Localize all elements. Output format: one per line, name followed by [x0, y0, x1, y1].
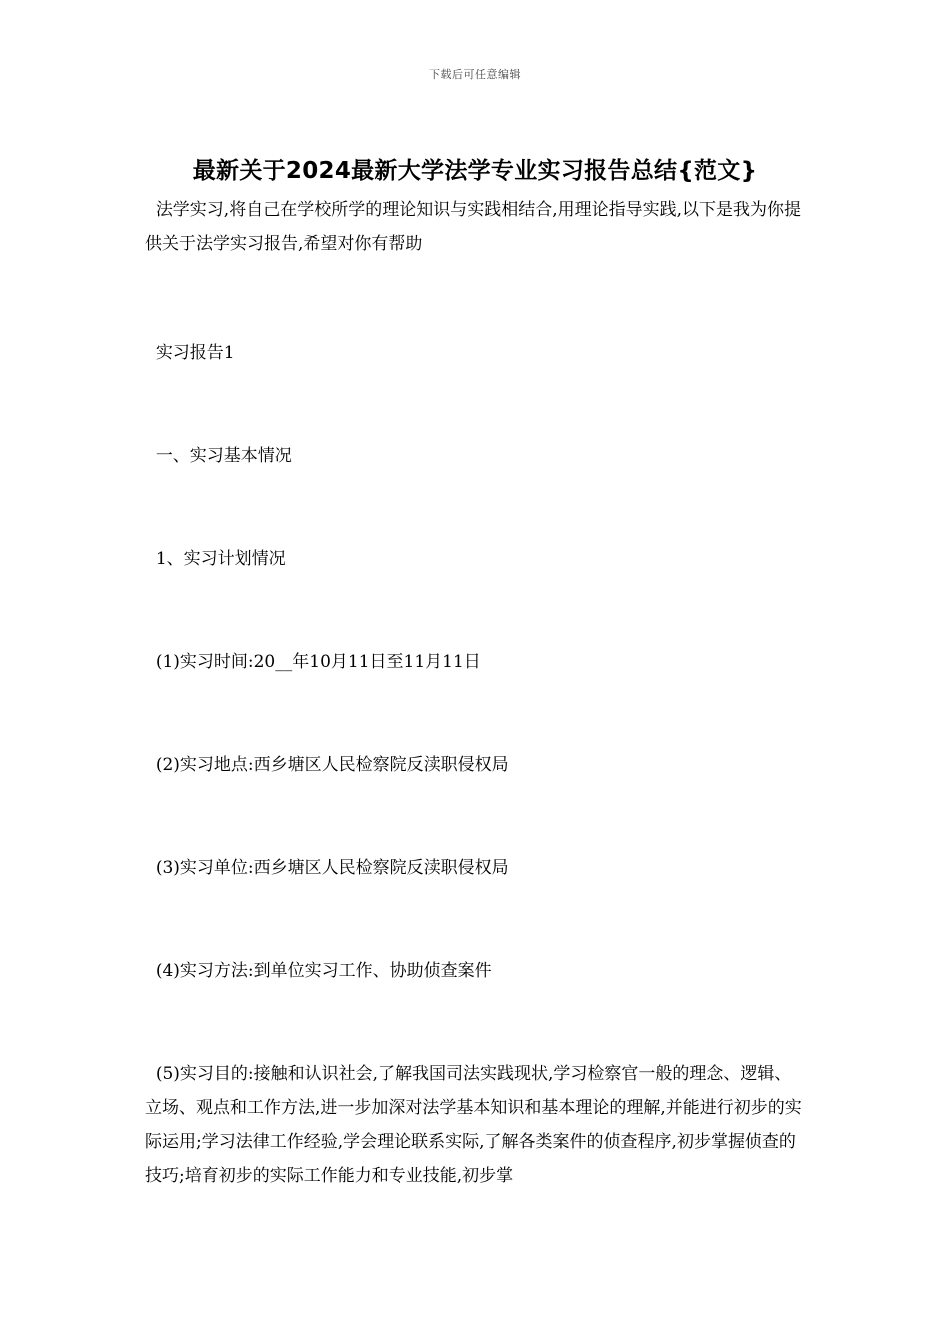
- document-title: 最新关于2024最新大学法学专业实习报告总结{范文}: [192, 158, 758, 184]
- plan-item-purpose: (5)实习目的:接触和认识社会,了解我国司法实践现状,学习检察官一般的理念、逻辑、立场、观点和工作方法,进一步加深对法学基本知识和基本理论的理解,并能进行初步的实际运用;学习法律工作经验,学会理论联系实际,了解各类案件的侦查程序,初步掌握侦查的技巧;培育初步的实际工作能力和专业技能,初步掌: [145, 1064, 802, 1186]
- plan-item-location: (2)实习地点:西乡塘区人民检察院反渎职侵权局: [145, 755, 509, 775]
- subsection-plan: 1、实习计划情况: [145, 549, 286, 569]
- intro-paragraph: 法学实习,将自己在学校所学的理论知识与实践相结合,用理论指导实践,以下是我为你提供关于法学实习报告,希望对你有帮助: [145, 200, 802, 254]
- report-heading: 实习报告1: [145, 343, 235, 363]
- plan-item-unit: (3)实习单位:西乡塘区人民检察院反渎职侵权局: [145, 858, 509, 878]
- plan-item-time: (1)实习时间:20__年10月11日至11月11日: [145, 652, 481, 672]
- section-heading-basic-info: 一、实习基本情况: [145, 446, 292, 466]
- header-note: 下载后可任意编辑: [429, 68, 521, 81]
- plan-item-method: (4)实习方法:到单位实习工作、协助侦查案件: [145, 961, 492, 981]
